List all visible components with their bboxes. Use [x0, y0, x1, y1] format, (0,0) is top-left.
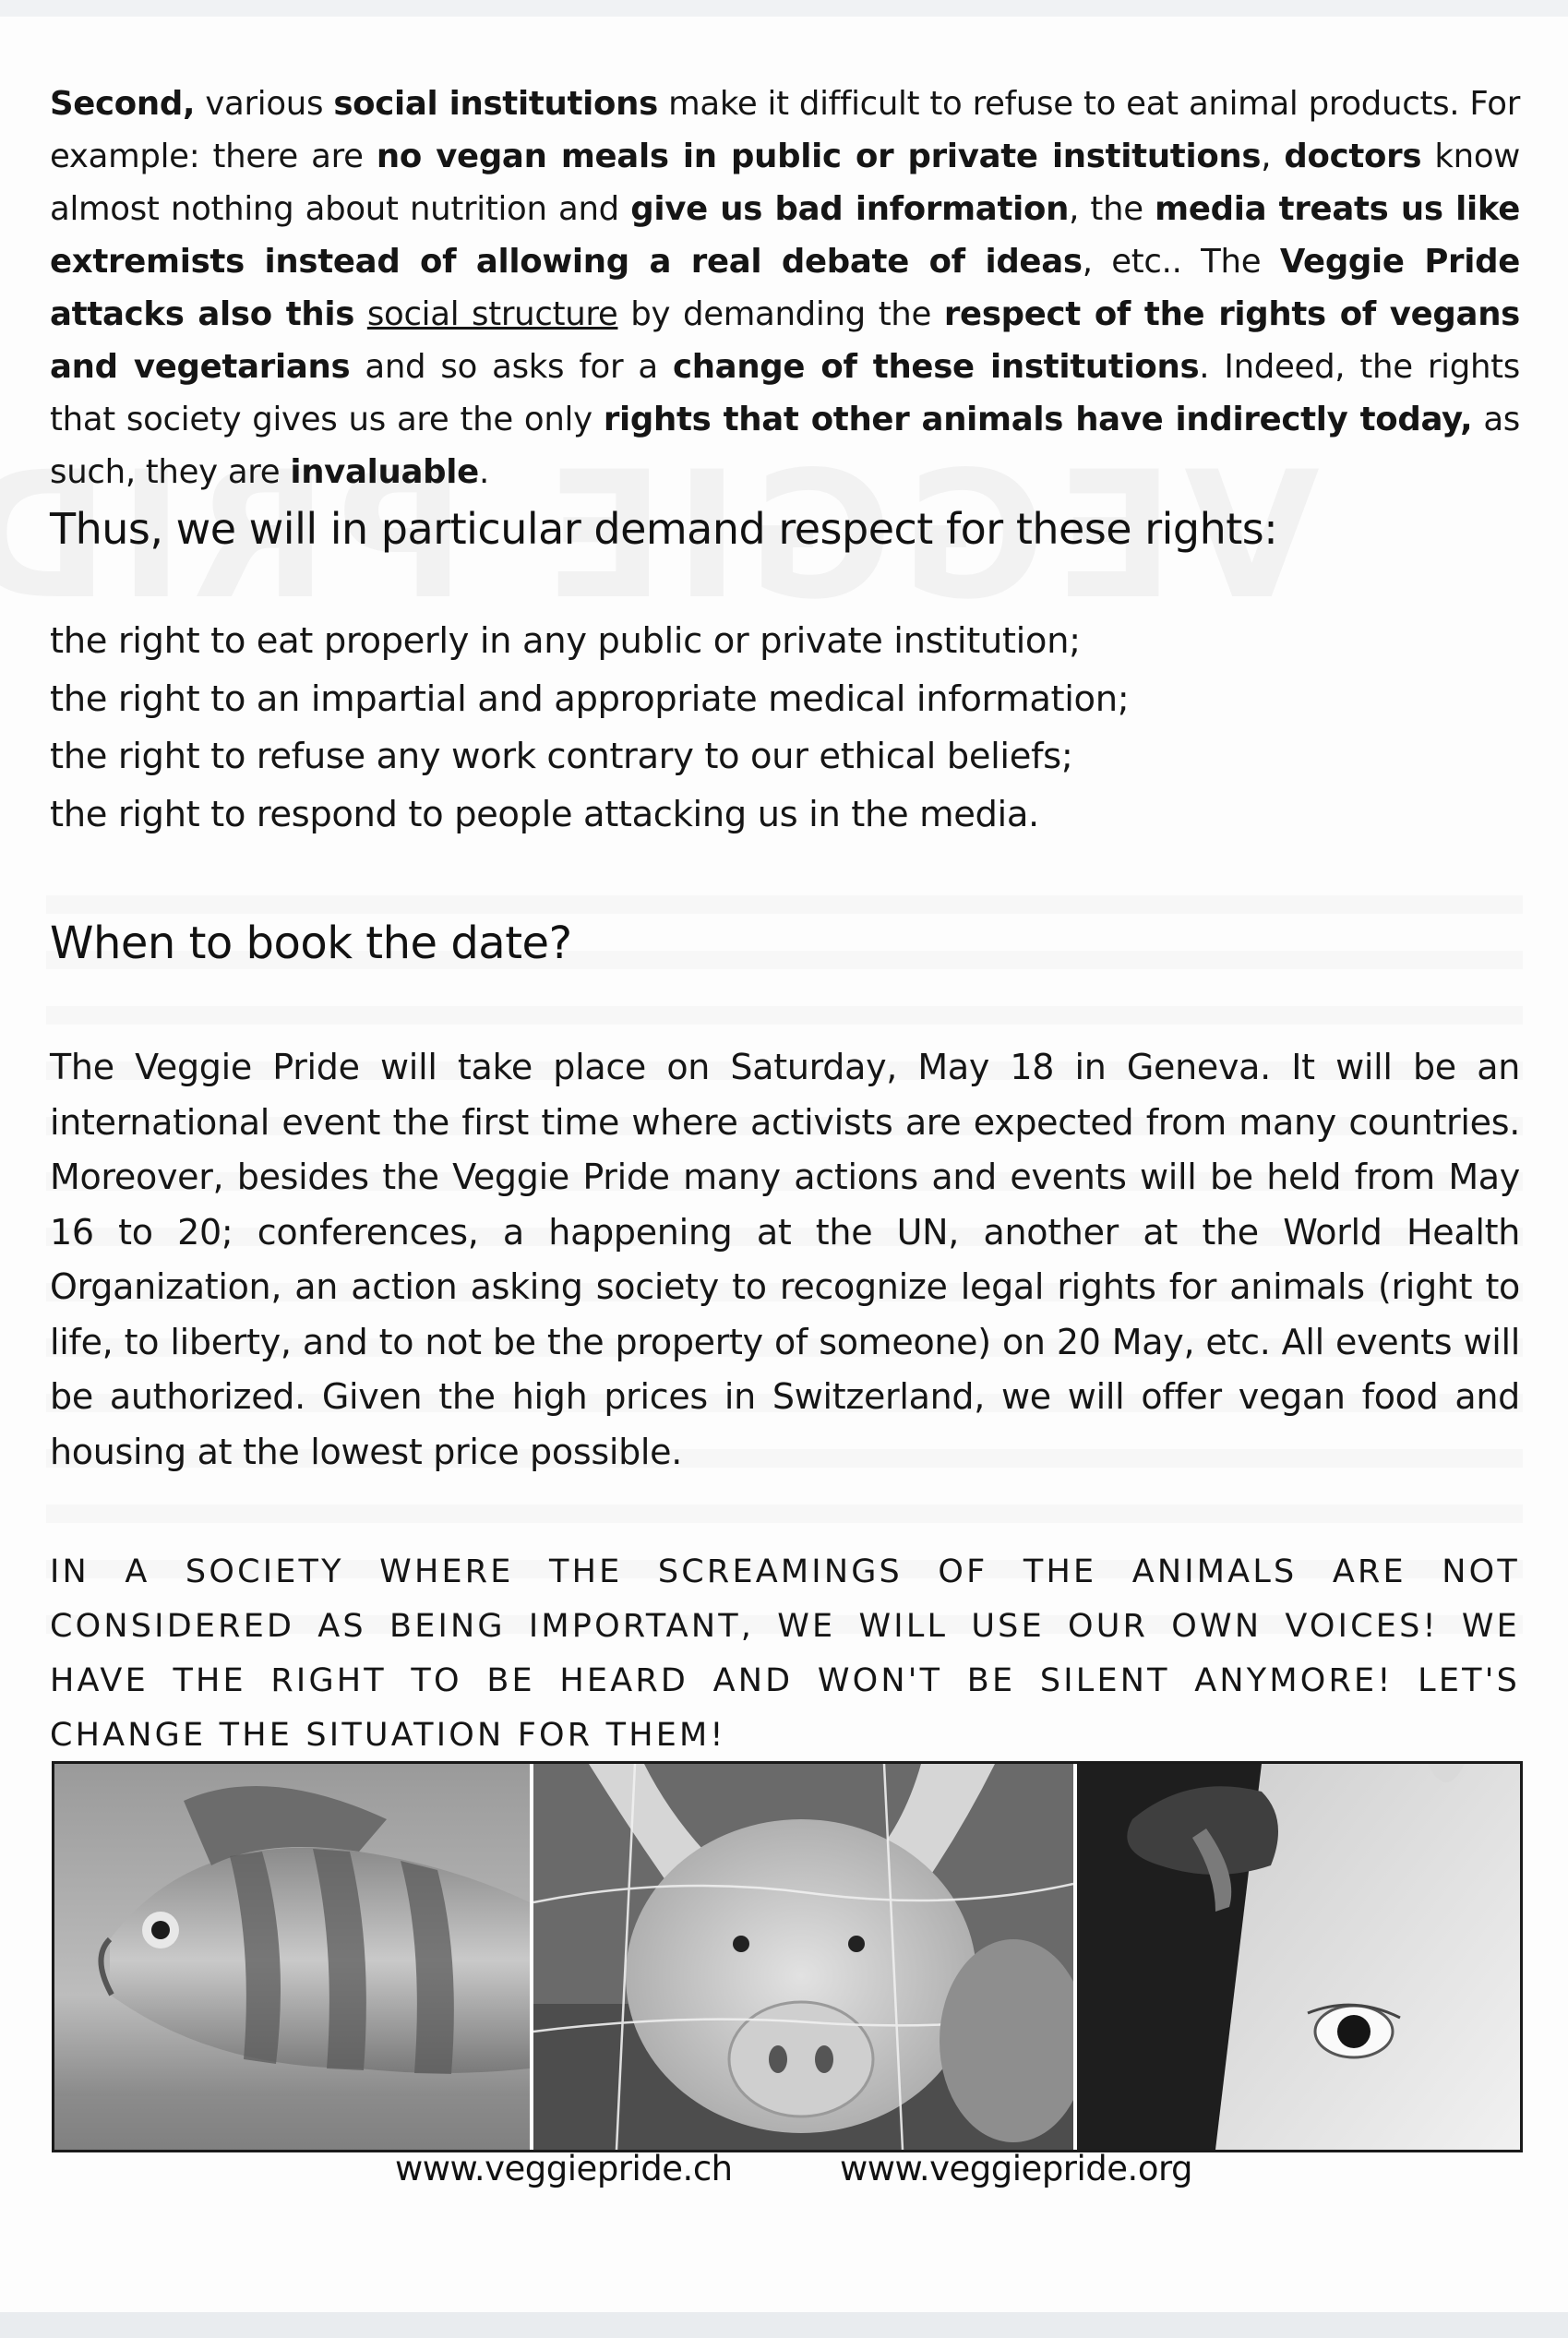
veggiepride-ch-link[interactable]: www.veggiepride.ch [395, 2149, 733, 2188]
intro-segment: , [1261, 138, 1285, 175]
intro-segment: various [195, 85, 334, 123]
right-item: the right to an impartial and appropriate medical information; [50, 677, 1130, 720]
intro-segment [354, 295, 367, 333]
intro-segment: , etc.. The [1082, 243, 1280, 281]
intro-segment: . [478, 453, 489, 491]
intro-segment: change of these institutions [672, 348, 1200, 386]
intro-paragraph [50, 78, 1520, 498]
slogan: IN A SOCIETY WHERE THE SCREAMINGS OF THE ANIMALS ARE NOT CONSIDERED AS BEING IMPORTANT, WE WILL USE OUR OWN VOICES! WE HAVE THE RIGHT TO BE HEARD AND WON'T BE SILENT ANYMORE! LET'S CHANGE THE SITUATION FOR THEM! [50, 1553, 1520, 1754]
intro-segment: Second, [50, 85, 196, 123]
intro-segment: and so asks for a [350, 348, 673, 386]
intro-segment: media treats us like extremists instead of allowing a real debate of ideas [50, 190, 1521, 281]
rights-heading: Thus, we will in particular demand respect for these rights: [50, 504, 1278, 554]
website-links [0, 2149, 1568, 2204]
intro-segment: make it difficult to refuse to eat animal products. For example: there are [50, 85, 1520, 175]
intro-segment: invaluable [290, 453, 479, 491]
content [50, 78, 1521, 1754]
intro-segment: give us bad information [630, 190, 1070, 228]
rights-list [50, 613, 1129, 844]
intro-segment: , the [1069, 190, 1155, 228]
right-item: the right to eat properly in any public or private institution; [50, 620, 1081, 662]
right-item: the right to refuse any work contrary to our ethical beliefs; [50, 736, 1073, 777]
intro-segment: respect of the rights of vegans and vegetarians [50, 295, 1520, 386]
veggiepride-org-link[interactable]: www.veggiepride.org [840, 2149, 1192, 2188]
intro-segment: social structure [366, 295, 618, 333]
scan-bottom-band [0, 2312, 1568, 2338]
pig-photo [533, 1764, 1077, 2150]
intro-segment: know almost nothing about nutrition and [50, 138, 1520, 228]
scan-top-band [0, 0, 1568, 17]
animal-photo-strip [52, 1761, 1523, 2152]
intro-segment: as such, they are [50, 401, 1521, 491]
intro-segment: by demanding the [617, 295, 944, 333]
booking-heading: When to book the date? [50, 917, 572, 969]
intro-segment: no vegan meals in public or private institutions [376, 138, 1262, 175]
fish-photo [54, 1764, 533, 2150]
cow-photo [1077, 1764, 1520, 2150]
intro-segment: doctors [1284, 138, 1422, 175]
intro-segment: rights that other animals have indirectly today, [603, 401, 1473, 438]
event-paragraph: The Veggie Pride will take place on Saturday, May 18 in Geneva. It will be an international event the first time where activists are expected from many countries. Moreover, besides the Veggie Pride many actions and events will be held from May 16 to 20; conferences, a happening at the UN, another at the World Health Organization, an action asking society to recognize legal rights for animals (right to life, to liberty, and to not be the property of someone) on 20 May, etc. All events will be authorized. Given the high prices in Switzerland, we will offer vegan food and housing at the lowest price possible. [50, 1047, 1520, 1472]
right-item: the right to respond to people attacking us in the media. [50, 793, 1039, 835]
intro-segment: Veggie Pride attacks also this [50, 243, 1520, 333]
intro-segment: social institutions [333, 85, 658, 123]
intro-segment: . Indeed, the rights that society gives us are the only [50, 348, 1520, 438]
